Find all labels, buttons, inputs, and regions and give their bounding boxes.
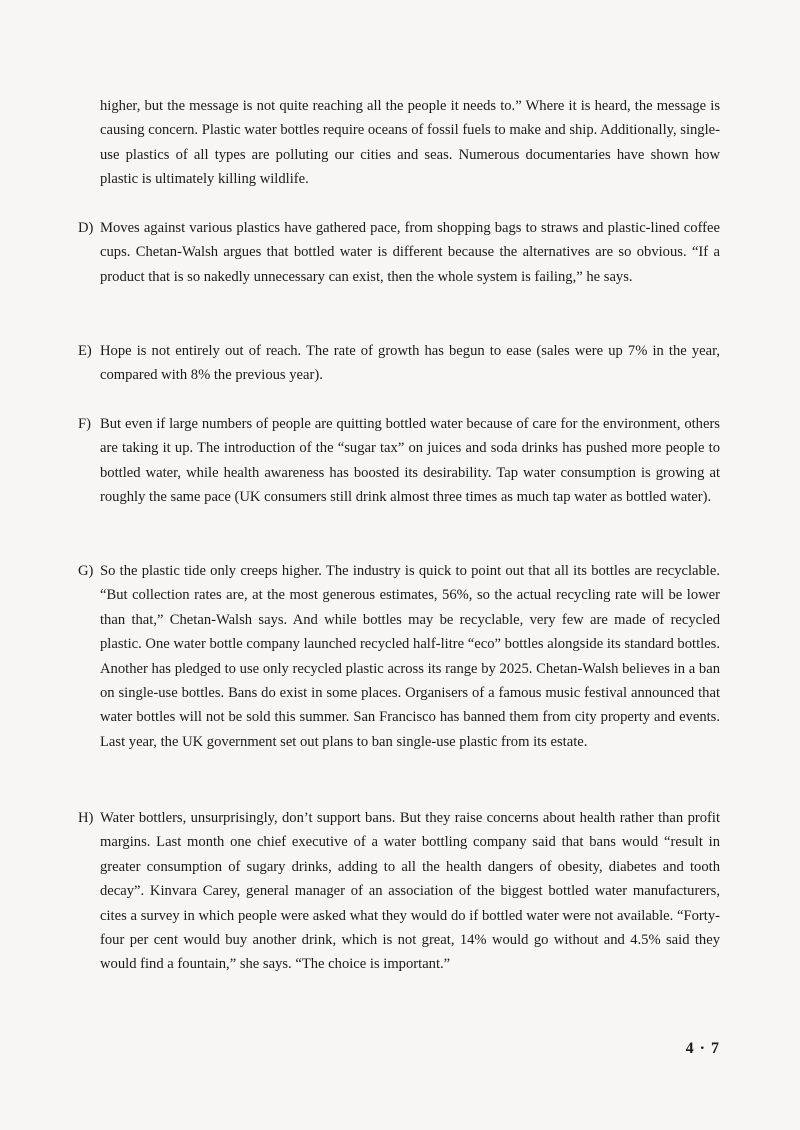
page-number: 4 · 7	[685, 1040, 720, 1057]
paragraph-text: But even if large numbers of people are quitting bottled water because of care for the environment, others are taking it up. The introduction of the “sugar tax” on juices and soda drinks has pushed more people to bottled water, while health awareness has boosted its desirability. Tap water consumption is growing at roughly the same pace (UK consumers still drink almost three times as much tap water as bottled water).	[100, 416, 720, 506]
paragraph-text: higher, but the message is not quite reaching all the people it needs to.” Where it is heard, the message is causing concern. Plastic water bottles require oceans of fossil fuels to make and ship. Additionally, single-use plastics of all types are polluting our cities and seas. Numerous documentaries have shown how plastic is ultimately killing wildlife.	[100, 98, 720, 188]
paragraph-text: So the plastic tide only creeps higher. The industry is quick to point out that all its bottles are recyclable. “But collection rates are, at the most generous estimates, 56%, so the actual recycling rate will be lower than that,” Chetan-Walsh says. And while bottles may be recyclable, very few are made of recycled plastic. One water bottle company launched recycled half-litre “eco” bottles alongside its standard bottles. Another has pledged to use only recycled plastic across its range by 2025. Chetan-Walsh believes in a ban on single-use bottles. Bans do exist in some places. Organisers of a famous music festival announced that water bottles will not be sold this summer. San Francisco has banned them from city property and events. Last year, the UK government set out plans to ban single-use plastic from its estate.	[100, 563, 720, 750]
paragraph-text: Hope is not entirely out of reach. The rate of growth has begun to ease (sales were up 7% in the year, compared with 8% the previous year).	[100, 343, 720, 384]
paragraph-letter: G)	[78, 563, 94, 579]
paragraph-letter: D)	[78, 220, 94, 236]
paragraph-letter: E)	[78, 343, 92, 359]
paragraph-e	[78, 339, 720, 388]
paragraph-f	[78, 412, 720, 510]
paragraph-d	[78, 216, 720, 289]
paragraph-text: Moves against various plastics have gathered pace, from shopping bags to straws and plastic-lined coffee cups. Chetan-Walsh argues that bottled water is different because the alternatives are so obvious. “If a product that is so nakedly unnecessary can exist, then the whole system is failing,” he says.	[100, 220, 720, 285]
paragraph-intro	[100, 94, 720, 192]
paragraph-letter: F)	[78, 416, 91, 432]
paragraph-g	[78, 559, 720, 754]
paragraph-h	[78, 806, 720, 977]
paragraph-text: Water bottlers, unsurprisingly, don’t support bans. But they raise concerns about health rather than profit margins. Last month one chief executive of a water bottling company said that bans would “result in greater consumption of sugary drinks, adding to all the health dangers of obesity, diabetes and tooth decay”. Kinvara Carey, general manager of an association of the biggest bottled water manufacturers, cites a survey in which people were asked what they would do if bottled water were not available. “Forty-four per cent would buy another drink, which is not great, 14% would go without and 4.5% said they would find a fountain,” she says. “The choice is important.”	[100, 810, 720, 973]
paragraph-letter: H)	[78, 810, 94, 826]
